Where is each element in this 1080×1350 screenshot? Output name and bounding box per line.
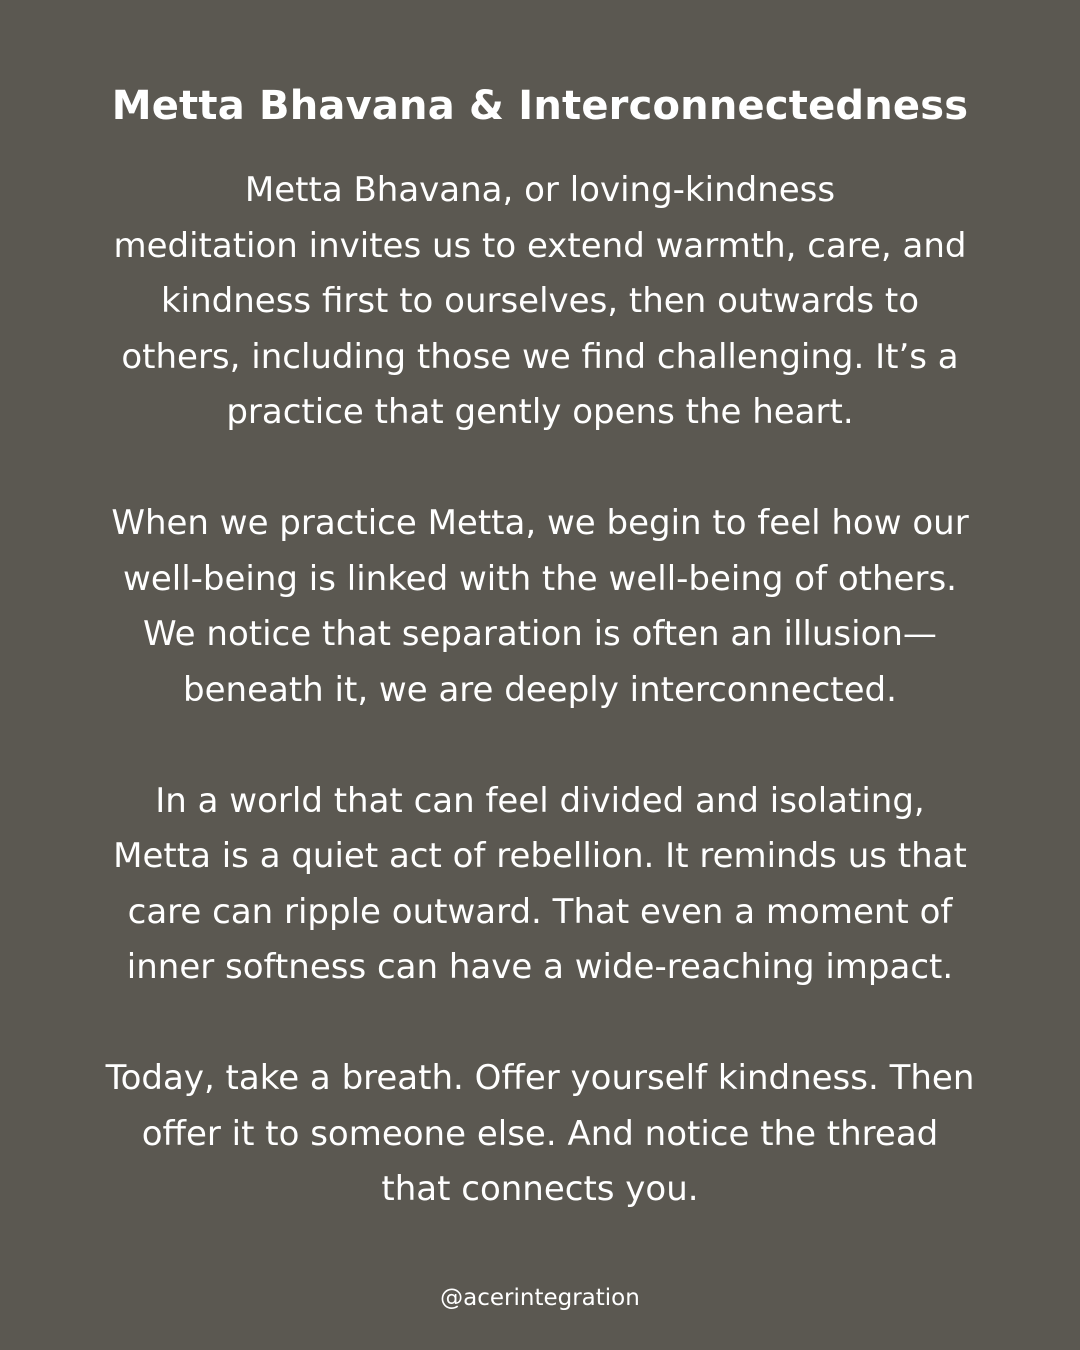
text-line: practice that gently opens the heart. [226, 392, 854, 432]
text-line: others, including those we find challenging. It’s a [121, 336, 959, 377]
text-line: beneath it, we are deeply interconnected. [183, 669, 897, 710]
text-line: Today, take a breath. Offer yourself kindness. Then [105, 1058, 975, 1098]
text-line: When we practice Metta, we begin to feel how our [111, 503, 969, 543]
paragraph-world [20, 774, 1060, 996]
text-line: offer it to someone else. And notice the thread [141, 1113, 939, 1154]
author-handle: @acerintegration [440, 1285, 640, 1311]
text-line: Metta Bhavana, or loving-kindness [244, 170, 836, 210]
text-line: In a world that can feel divided and isolating, [155, 780, 925, 821]
text-line: Metta is a quiet act of rebellion. It reminds us that [113, 836, 967, 876]
paragraph-intro [20, 163, 1060, 441]
paragraph-today [20, 1051, 1060, 1218]
post-body [20, 163, 1060, 1273]
text-line: inner softness can have a wide-reaching impact. [126, 947, 954, 987]
paragraph-practice [20, 496, 1060, 718]
text-line: care can ripple outward. That even a moment of [127, 891, 953, 932]
text-line: that connects you. [381, 1169, 699, 1209]
text-line: We notice that separation is often an illusion— [143, 614, 937, 654]
text-line: kindness first to ourselves, then outwards to [160, 281, 920, 321]
post-title: Metta Bhavana & Interconnectedness [111, 83, 969, 129]
text-line: meditation invites us to extend warmth, care, and [113, 225, 967, 266]
text-line: well-being is linked with the well-being of others. [123, 558, 957, 599]
